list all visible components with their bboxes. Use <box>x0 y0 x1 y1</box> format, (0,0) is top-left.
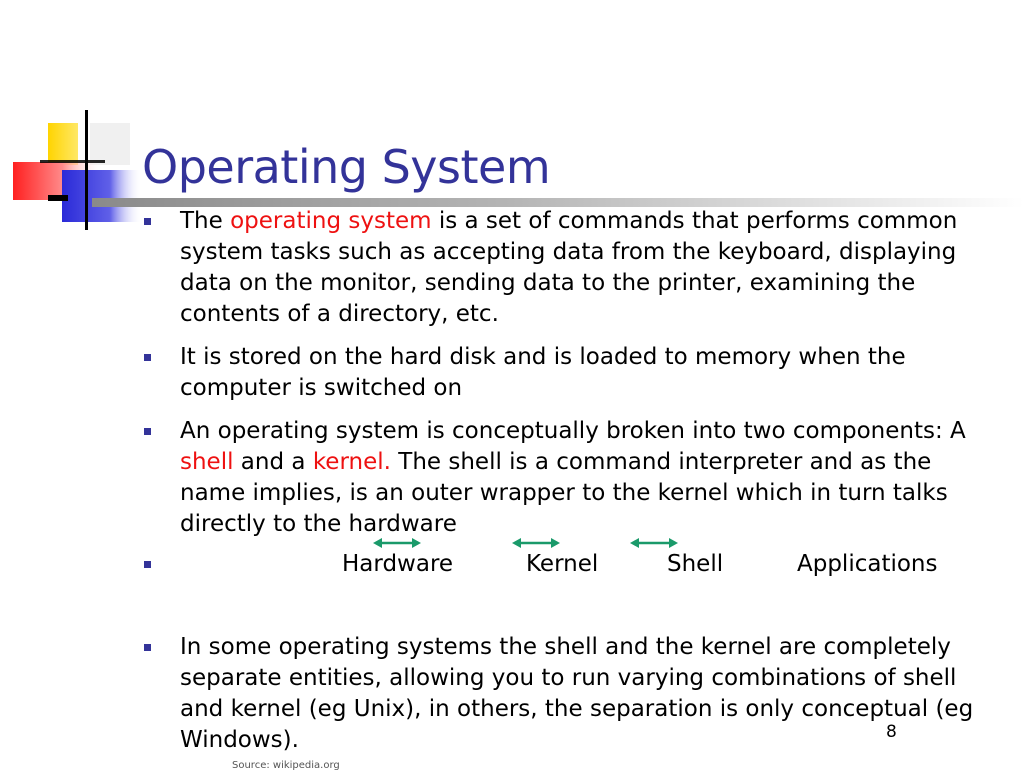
bullet-square-icon <box>144 428 151 435</box>
layer-kernel: Kernel <box>526 551 599 577</box>
slide-title: Operating System <box>142 140 551 194</box>
bullet-item-layer-flow <box>140 549 1000 579</box>
bullet-item-components <box>140 416 1000 540</box>
double-arrow-icon <box>373 537 421 549</box>
bullet-item-separation <box>140 632 1000 756</box>
bullet-text-pre: An operating system is conceptually broken into two components: A <box>180 418 966 444</box>
bullet-text-mid: and a <box>233 449 313 475</box>
decorative-corner-graphic <box>0 0 150 230</box>
bullet-text: It is stored on the hard disk and is loaded to memory when the computer is switched on <box>180 344 906 401</box>
bullet-text-pre: The <box>180 208 231 234</box>
bullet-square-icon <box>144 561 151 568</box>
layer-shell: Shell <box>667 551 724 577</box>
source-note: Source: wikipedia.org <box>232 760 340 771</box>
bullet-list <box>140 206 1000 756</box>
bullet-text-post: is a set of commands that performs common system tasks such as accepting data from the keyboard, displaying data on the monitor, sending data to the printer, examining the contents of a directory, etc. <box>180 208 958 327</box>
bullet-item-storage <box>140 342 1000 404</box>
double-arrow-icon <box>512 537 560 549</box>
bullet-text: In some operating systems the shell and the kernel are completely separate entities, allowing you to run varying combinations of shell and kernel (eg Unix), in others, the separation is only conceptual (eg Windows). <box>180 634 974 753</box>
layer-applications: Applications <box>797 551 938 577</box>
highlight-shell: shell <box>180 449 234 475</box>
bullet-square-icon <box>144 644 151 651</box>
double-arrow-icon <box>630 537 678 549</box>
bullet-item-definition <box>140 206 1000 330</box>
bullet-square-icon <box>144 218 151 225</box>
page-number: 8 <box>886 722 897 742</box>
bullet-text-post: The shell is a command interpreter and as the name implies, is an outer wrapper to the kernel which in turn talks directly to the hardware <box>180 449 948 537</box>
layer-hardware: Hardware <box>342 551 454 577</box>
bullet-square-icon <box>144 354 151 361</box>
highlight-kernel: kernel. <box>312 449 391 475</box>
highlight-operating-system: operating system <box>230 208 432 234</box>
